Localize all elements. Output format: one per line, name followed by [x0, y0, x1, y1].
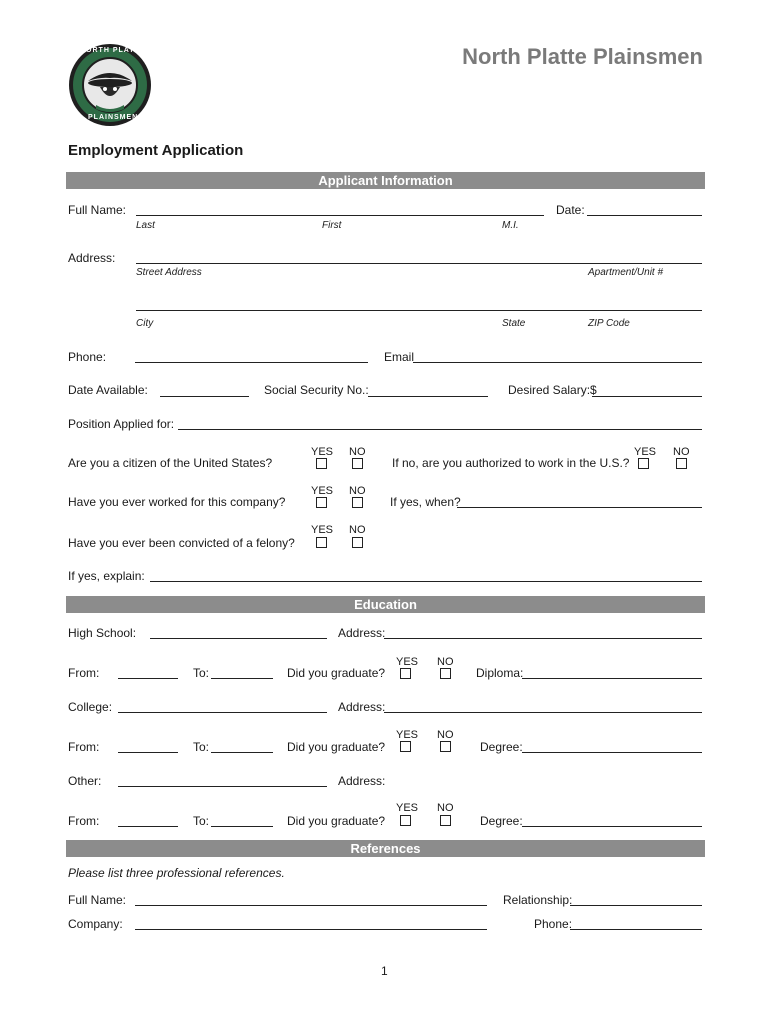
hs-graduate-no-checkbox[interactable]: [440, 668, 451, 679]
organization-title: North Platte Plainsmen: [462, 44, 703, 69]
other-graduate-yes-label: YES: [396, 802, 419, 814]
hs-graduate-yes-label: YES: [396, 656, 419, 668]
hs-from-field[interactable]: [118, 678, 178, 679]
email-label: Email: [384, 350, 415, 364]
reference-phone-label: Phone:: [534, 917, 573, 931]
other-graduate-no-label: NO: [437, 802, 454, 814]
if-yes-when-field[interactable]: [457, 507, 702, 508]
logo-top-text: NORTH PLATTE: [80, 47, 146, 54]
authorized-no-checkbox[interactable]: [676, 458, 687, 469]
college-address-field[interactable]: [384, 712, 702, 713]
college-from-field[interactable]: [118, 752, 178, 753]
middle-initial-caption: M.I.: [502, 220, 519, 231]
phone-field[interactable]: [135, 362, 368, 363]
street-address-field[interactable]: [136, 263, 702, 264]
college-graduate-no-checkbox[interactable]: [440, 741, 451, 752]
section-header-references: References: [66, 840, 705, 857]
worked-yes-label: YES: [311, 485, 334, 497]
worked-yes-checkbox[interactable]: [316, 497, 327, 508]
date-label: Date:: [556, 203, 585, 217]
other-degree-field[interactable]: [522, 826, 702, 827]
section-header-applicant: Applicant Information: [66, 172, 705, 189]
high-school-address-label: Address:: [338, 626, 386, 640]
date-available-label: Date Available:: [68, 383, 148, 397]
college-graduate-question: Did you graduate?: [287, 740, 386, 754]
relationship-label: Relationship:: [503, 893, 573, 907]
other-degree-label: Degree:: [480, 814, 523, 828]
first-name-caption: First: [322, 220, 342, 231]
felony-no-label: NO: [349, 524, 366, 536]
street-address-caption: Street Address: [136, 267, 202, 278]
position-field[interactable]: [178, 429, 702, 430]
high-school-address-field[interactable]: [384, 638, 702, 639]
position-label: Position Applied for:: [68, 417, 175, 431]
other-field[interactable]: [118, 786, 327, 787]
felony-yes-checkbox[interactable]: [316, 537, 327, 548]
other-to-label: To:: [193, 814, 210, 828]
last-name-caption: Last: [136, 220, 155, 231]
citizen-yes-label: YES: [311, 446, 334, 458]
hs-from-label: From:: [68, 666, 100, 680]
city-state-zip-field[interactable]: [136, 310, 702, 311]
address-label: Address:: [68, 251, 116, 265]
form-title: Employment Application: [68, 142, 244, 159]
explain-label: If yes, explain:: [68, 569, 145, 583]
worked-question: Have you ever worked for this company?: [68, 495, 286, 509]
other-address-label: Address:: [338, 774, 386, 788]
hs-graduate-no-label: NO: [437, 656, 454, 668]
college-degree-label: Degree:: [480, 740, 523, 754]
worked-no-checkbox[interactable]: [352, 497, 363, 508]
authorized-question: If no, are you authorized to work in the U.S.?: [392, 456, 630, 470]
ssn-label: Social Security No.:: [264, 383, 369, 397]
college-to-label: To:: [193, 740, 210, 754]
other-graduate-yes-checkbox[interactable]: [400, 815, 411, 826]
college-to-field[interactable]: [211, 752, 273, 753]
high-school-label: High School:: [68, 626, 137, 640]
college-graduate-no-label: NO: [437, 729, 454, 741]
college-field[interactable]: [118, 712, 327, 713]
citizen-no-label: NO: [349, 446, 366, 458]
diploma-field[interactable]: [522, 678, 702, 679]
full-name-label: Full Name:: [68, 203, 127, 217]
if-yes-when-label: If yes, when?: [390, 495, 461, 509]
high-school-field[interactable]: [150, 638, 327, 639]
relationship-field[interactable]: [570, 905, 702, 906]
reference-full-name-label: Full Name:: [68, 893, 127, 907]
hs-graduate-yes-checkbox[interactable]: [400, 668, 411, 679]
logo-bottom-text: PLAINSMEN: [88, 114, 139, 121]
ssn-field[interactable]: [368, 396, 488, 397]
college-from-label: From:: [68, 740, 100, 754]
company-label: Company:: [68, 917, 123, 931]
diploma-label: Diploma:: [476, 666, 524, 680]
worked-no-label: NO: [349, 485, 366, 497]
other-graduate-no-checkbox[interactable]: [440, 815, 451, 826]
reference-full-name-field[interactable]: [135, 905, 487, 906]
references-instruction: Please list three professional references.: [68, 866, 285, 880]
desired-salary-label: Desired Salary:$: [508, 383, 597, 397]
date-available-field[interactable]: [160, 396, 249, 397]
company-field[interactable]: [135, 929, 487, 930]
section-header-education: Education: [66, 596, 705, 613]
other-to-field[interactable]: [211, 826, 273, 827]
college-graduate-yes-checkbox[interactable]: [400, 741, 411, 752]
reference-phone-field[interactable]: [570, 929, 702, 930]
phone-label: Phone:: [68, 350, 107, 364]
other-from-label: From:: [68, 814, 100, 828]
felony-no-checkbox[interactable]: [352, 537, 363, 548]
other-label: Other:: [68, 774, 102, 788]
college-graduate-yes-label: YES: [396, 729, 419, 741]
email-field[interactable]: [413, 362, 702, 363]
citizen-no-checkbox[interactable]: [352, 458, 363, 469]
other-graduate-question: Did you graduate?: [287, 814, 386, 828]
authorized-yes-label: YES: [634, 446, 657, 458]
state-caption: State: [502, 318, 526, 329]
citizen-yes-checkbox[interactable]: [316, 458, 327, 469]
hs-graduate-question: Did you graduate?: [287, 666, 386, 680]
college-address-label: Address:: [338, 700, 386, 714]
full-name-field[interactable]: [136, 215, 544, 216]
hs-to-label: To:: [193, 666, 210, 680]
college-degree-field[interactable]: [522, 752, 702, 753]
authorized-no-label: NO: [673, 446, 690, 458]
authorized-yes-checkbox[interactable]: [638, 458, 649, 469]
apartment-caption: Apartment/Unit #: [588, 267, 664, 278]
page-number: 1: [381, 964, 388, 978]
citizen-question: Are you a citizen of the United States?: [68, 456, 273, 470]
other-from-field[interactable]: [118, 826, 178, 827]
zip-caption: ZIP Code: [588, 318, 630, 329]
college-label: College:: [68, 700, 113, 714]
desired-salary-field[interactable]: [592, 396, 702, 397]
felony-yes-label: YES: [311, 524, 334, 536]
date-field[interactable]: [587, 215, 702, 216]
city-caption: City: [136, 318, 154, 329]
explain-field[interactable]: [150, 581, 702, 582]
felony-question: Have you ever been convicted of a felony?: [68, 536, 295, 550]
hs-to-field[interactable]: [211, 678, 273, 679]
